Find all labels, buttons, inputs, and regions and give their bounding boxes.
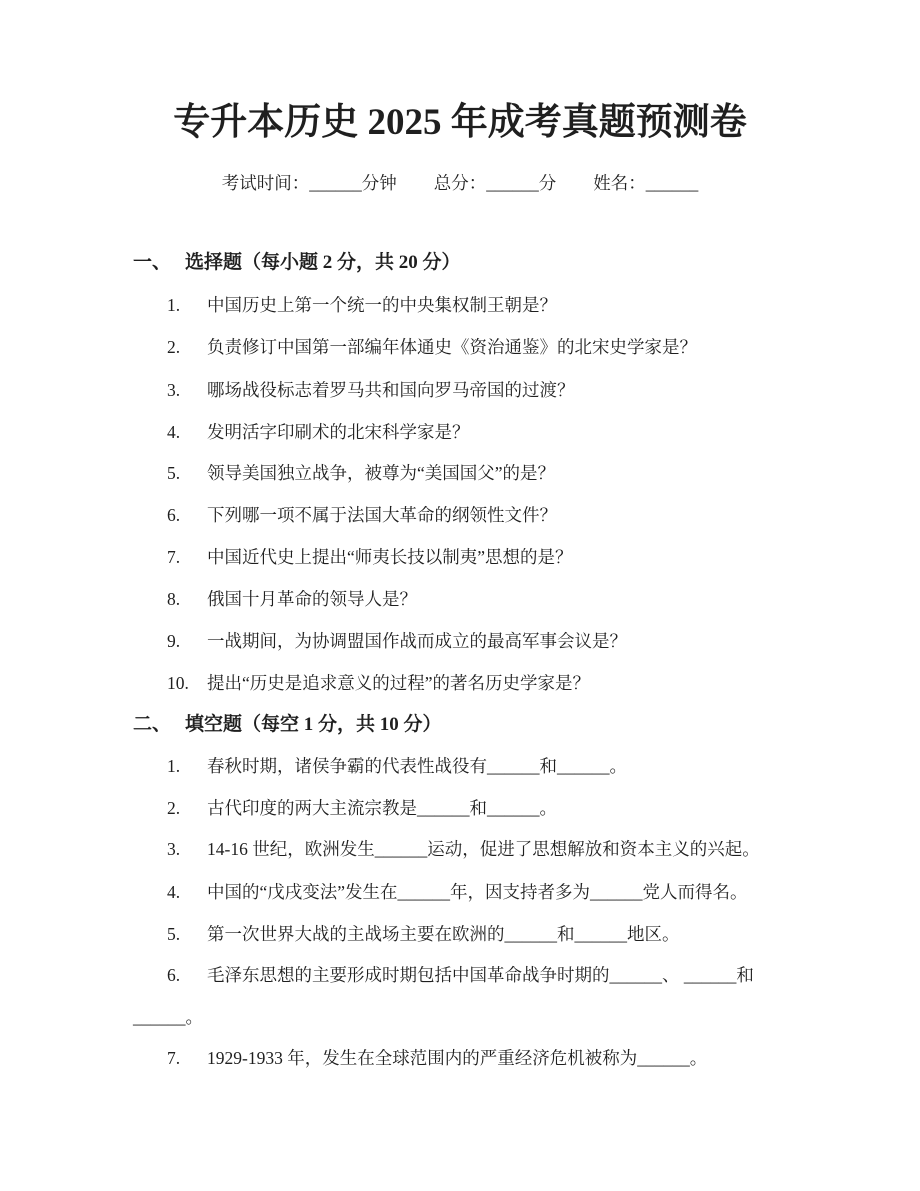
question-row xyxy=(167,879,748,905)
exam-total-score-field: 总分：______分 xyxy=(433,173,557,193)
question-row xyxy=(167,670,590,696)
question-number: 10. xyxy=(167,673,189,693)
question-text: 中国历史上第一个统一的中央集权制王朝是？ xyxy=(207,295,557,315)
question-row xyxy=(167,921,680,947)
question-text: 提出“历史是追求意义的过程”的著名历史学家是？ xyxy=(207,673,591,693)
section-heading-choice xyxy=(133,249,461,276)
question-text: 下列哪一项不属于法国大革命的纲领性文件？ xyxy=(207,505,557,525)
question-row xyxy=(167,836,760,862)
question-number: 2. xyxy=(167,337,181,357)
question-text: 领导美国独立战争，被尊为“美国国父”的是？ xyxy=(207,463,556,483)
question-row xyxy=(167,292,557,318)
question-number: 7. xyxy=(167,547,181,567)
question-number: 4. xyxy=(167,422,181,442)
question-row xyxy=(167,586,417,612)
question-text: 发明活字印刷术的北宋科学家是？ xyxy=(207,422,470,442)
question-row xyxy=(167,377,575,403)
question-row xyxy=(167,419,470,445)
question-number: 3. xyxy=(167,839,181,859)
question-row xyxy=(167,628,627,654)
question-number: 8. xyxy=(167,589,181,609)
question-number: 9. xyxy=(167,631,181,651)
question-text: 春秋时期，诸侯争霸的代表性战役有______和______。 xyxy=(207,756,627,776)
question-text: 中国的“戊戌变法”发生在______年，因支持者多为______党人而得名。 xyxy=(207,882,748,902)
section-number: 一、 xyxy=(133,252,172,273)
question-row xyxy=(167,460,555,486)
section-label: 填空题（每空 1 分，共 10 分） xyxy=(185,714,442,735)
question-number: 1. xyxy=(167,756,181,776)
question-row xyxy=(167,962,754,988)
exam-duration-field: 考试时间：______分钟 xyxy=(221,173,397,193)
section-label: 选择题（每小题 2 分，共 20 分） xyxy=(185,252,461,273)
section-heading-fill-blank xyxy=(133,711,442,738)
exam-name-field: 姓名：______ xyxy=(593,173,699,193)
question-row xyxy=(167,502,557,528)
question-text: 1929-1933 年，发生在全球范围内的严重经济危机被称为______。 xyxy=(207,1048,708,1068)
question-row xyxy=(167,334,697,360)
section-number: 二、 xyxy=(133,714,172,735)
question-number: 5. xyxy=(167,463,181,483)
question-number: 7. xyxy=(167,1048,181,1068)
question-row xyxy=(167,1045,707,1071)
question-text: 毛泽东思想的主要形成时期包括中国革命战争时期的______、 ______和 xyxy=(207,965,754,985)
question-continuation-line: ______。 xyxy=(133,1007,203,1027)
exam-info-row xyxy=(0,170,920,196)
question-number: 4. xyxy=(167,882,181,902)
question-text: 哪场战役标志着罗马共和国向罗马帝国的过渡？ xyxy=(207,380,575,400)
question-row xyxy=(167,753,627,779)
question-number: 2. xyxy=(167,798,181,818)
question-text: 一战期间，为协调盟国作战而成立的最高军事会议是？ xyxy=(207,631,627,651)
question-number: 5. xyxy=(167,924,181,944)
page-title: 专升本历史 2025 年成考真题预测卷 xyxy=(173,102,747,143)
question-number: 3. xyxy=(167,380,181,400)
question-text: 14-16 世纪，欧洲发生______运动，促进了思想解放和资本主义的兴起。 xyxy=(207,839,760,859)
question-row xyxy=(167,544,573,570)
question-row xyxy=(167,795,557,821)
question-number: 6. xyxy=(167,505,181,525)
question-number: 1. xyxy=(167,295,181,315)
question-text: 第一次世界大战的主战场主要在欧洲的______和______地区。 xyxy=(207,924,680,944)
question-text: 古代印度的两大主流宗教是______和______。 xyxy=(207,798,557,818)
question-text: 负责修订中国第一部编年体通史《资治通鉴》的北宋史学家是？ xyxy=(207,337,697,357)
question-text: 中国近代史上提出“师夷长技以制夷”思想的是？ xyxy=(207,547,573,567)
question-number: 6. xyxy=(167,965,181,985)
question-text: 俄国十月革命的领导人是？ xyxy=(207,589,417,609)
